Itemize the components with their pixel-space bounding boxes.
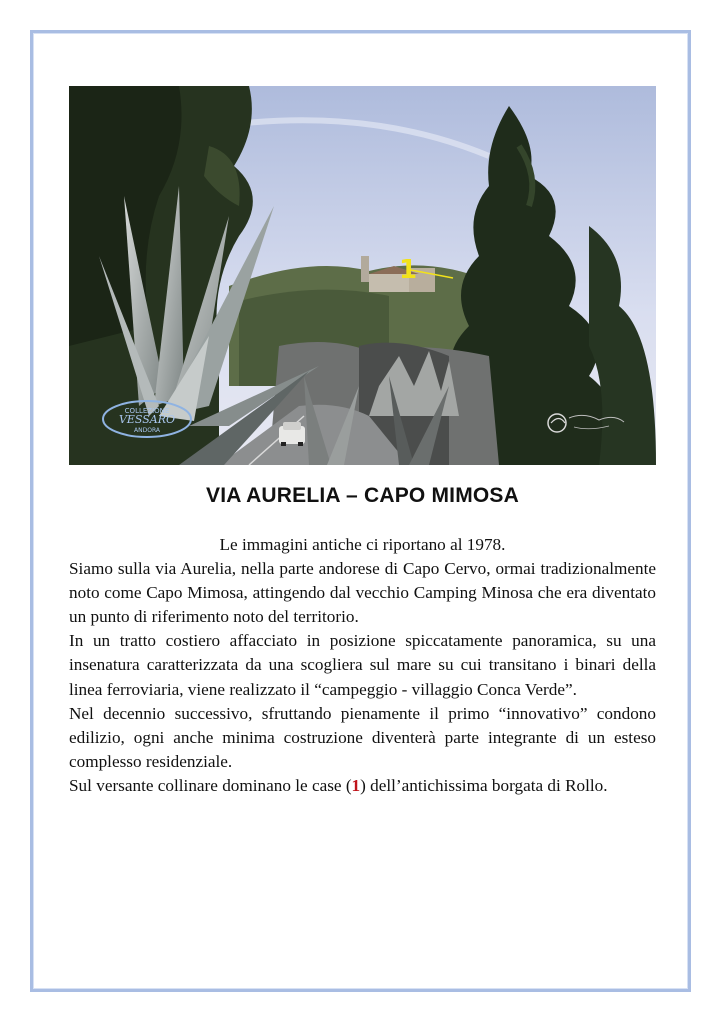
paragraph-4-end: ) dell’antichissima borgata di Rollo. [360,775,608,795]
paragraph-1: Siamo sulla via Aurelia, nella parte andorese di Capo Cervo, ormai tradizionalmente noto come Capo Mimosa, attingendo dal vecchio Camping Minosa che era diventato un punto di riferimento noto del territorio. [69,559,656,627]
photo-reference-number: 1 [351,775,361,795]
photo-marker-1: 1 [399,255,418,285]
paragraph-4 [69,774,656,798]
paragraph-3: Nel decennio successivo, sfruttando pienamente il primo “innovativo” condono edilizio, ogni anche minima costruzione diventerà parte integrante di un esteso complesso residenziale. [69,703,656,771]
paragraph-4-start: Sul versante collinare dominano le case ( [69,775,352,795]
bell-tower [361,256,369,282]
paragraph-2: In un tratto costiero affacciato in posizione spiccatamente panoramica, su una insenatura caratterizzata da una scogliera sul mare su cui transitano i binari della linea ferroviaria, viene realizzato il “campeggio - villaggio Conca Verde”. [69,631,656,699]
intro-paragraph: Le immagini antiche ci riportano al 1978. [219,535,506,554]
article-body [69,533,656,798]
page-title: VIA AURELIA – CAPO MIMOSA [205,484,520,507]
historic-photo [69,86,656,465]
svg-text:ANDORA: ANDORA [134,427,160,434]
svg-text:VESSARO: VESSARO [118,413,176,426]
svg-text:COLLEZIONE: COLLEZIONE [124,407,170,415]
